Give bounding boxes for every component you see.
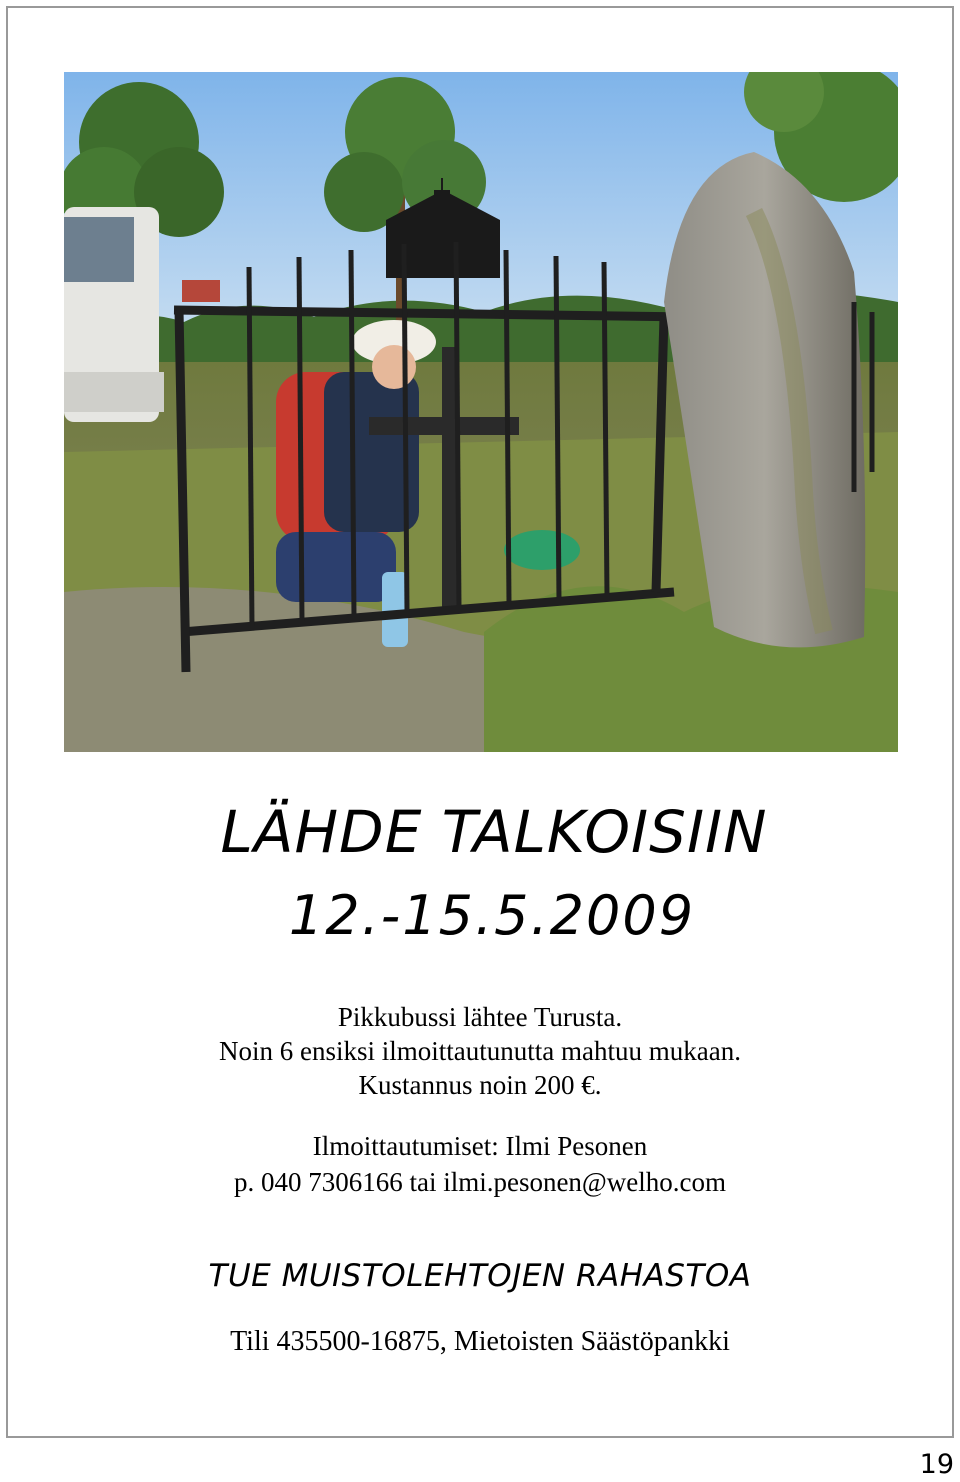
detail-line-cost: Kustannus noin 200 €. bbox=[358, 1070, 602, 1100]
photo-illustration bbox=[64, 72, 898, 752]
registration-contact bbox=[0, 1128, 960, 1200]
phone-email-line: p. 040 7306166 tai ilmi.pesonen@welho.com bbox=[233, 1167, 727, 1197]
event-dates: 12.-15.5.2009 bbox=[288, 884, 696, 947]
registration-line: Ilmoittautumiset: Ilmi Pesonen bbox=[312, 1131, 648, 1161]
event-title: LÄHDE TALKOISIIN bbox=[220, 798, 768, 866]
fund-support-heading: TUE MUISTOLEHTOJEN RAHASTOA bbox=[208, 1258, 752, 1294]
detail-line-capacity: Noin 6 ensiksi ilmoittautunutta mahtuu mukaan. bbox=[219, 1036, 741, 1066]
bank-account: Tili 435500-16875, Mietoisten Säästöpankki bbox=[230, 1326, 730, 1357]
memorial-grove-photo bbox=[64, 72, 898, 752]
event-details bbox=[0, 1000, 960, 1102]
page-number: 19 bbox=[919, 1449, 954, 1480]
detail-line-transport: Pikkubussi lähtee Turusta. bbox=[337, 1002, 623, 1032]
